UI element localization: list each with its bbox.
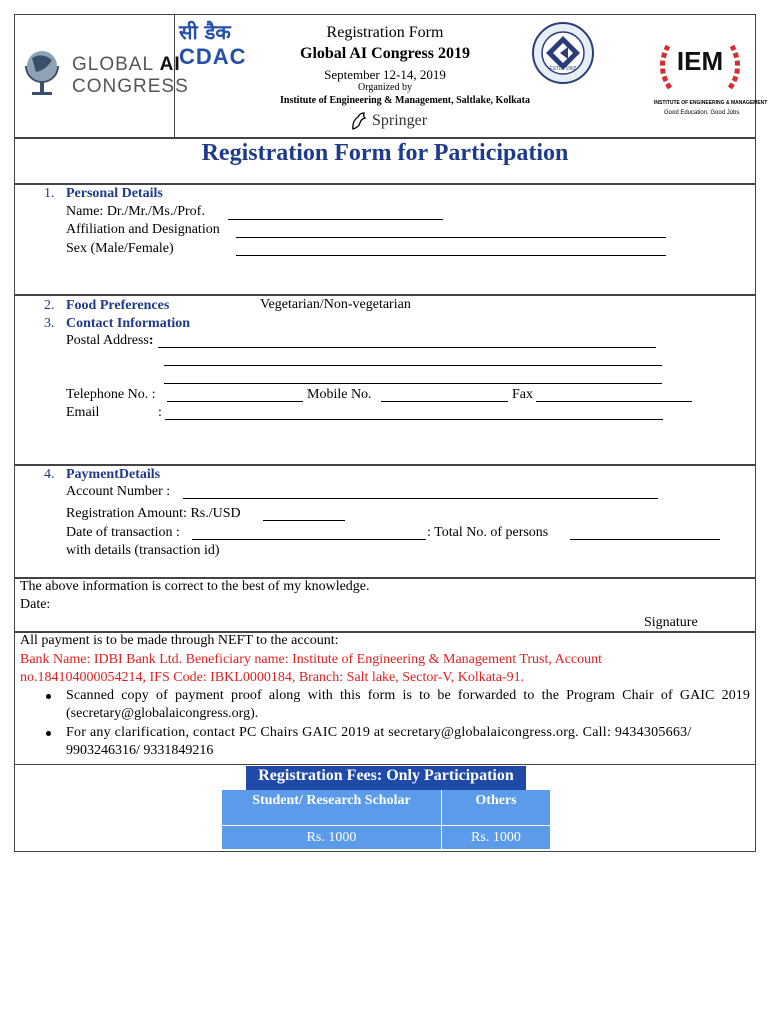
transaction-date-label: Date of transaction :	[66, 525, 180, 540]
bullet1-line1: Scanned copy of payment proof along with this form is to be forwarded to the Program Chair of GAIC 2019	[66, 688, 750, 703]
amount-label: Registration Amount: Rs./USD	[66, 506, 241, 521]
bullet2-line1: For any clarification, contact PC Chairs GAIC 2019 at secretary@globalaicongress.org. Call: 9434305663/	[66, 725, 692, 740]
transaction-details-label: with details (transaction id)	[66, 543, 220, 558]
telephone-label: Telephone No. :	[66, 387, 156, 402]
email-field[interactable]	[165, 419, 663, 420]
persons-label: : Total No. of persons	[427, 525, 549, 540]
iem-logo	[650, 38, 768, 124]
section3-heading: Contact Information	[66, 316, 191, 331]
postal-field-3[interactable]	[164, 383, 662, 384]
bullet-dot-2	[46, 731, 51, 736]
header-event: Global AI Congress 2019	[300, 45, 470, 62]
section3-number: 3.	[44, 316, 55, 331]
global-ai-congress-logo	[22, 42, 189, 106]
postal-label-text: Postal Address	[66, 333, 149, 348]
springer-text: Springer	[372, 112, 428, 129]
signature-label: Signature	[644, 615, 698, 630]
section4-heading: PaymentDetails	[66, 467, 161, 482]
section2-number: 2.	[44, 298, 55, 313]
bullet-dot-1	[46, 694, 51, 699]
fees-col-others: Others	[442, 790, 550, 825]
bank-details-line2: no.184104000054214, IFS Code: IBKL0000184, Branch: Salt lake, Sector-V, Kolkata-91.	[20, 670, 525, 685]
payment-intro: All payment is to be made through NEFT to the account:	[20, 633, 339, 648]
section2-heading: Food Preferences	[66, 298, 170, 313]
iem-subtagline: Good Education. Good Jobs	[664, 110, 740, 116]
fax-field[interactable]	[536, 401, 692, 402]
account-label: Account Number :	[66, 484, 171, 499]
section1-heading: Personal Details	[66, 186, 163, 201]
name-label: Name: Dr./Mr./Ms./Prof.	[66, 204, 205, 219]
logo-congress-text: CONGRESS	[72, 76, 189, 97]
postal-field-2[interactable]	[164, 365, 662, 366]
postal-label	[66, 333, 154, 349]
csi-seal-icon	[530, 20, 596, 86]
amount-field[interactable]	[263, 520, 345, 521]
bullet1-line2: (secretary@globalaicongress.org).	[66, 706, 259, 721]
telephone-field[interactable]	[167, 401, 303, 402]
header-organized-by: Organized by	[358, 82, 412, 93]
csi-year-text: ESTD. 1965	[549, 66, 577, 72]
iem-tagline: INSTITUTE OF ENGINEERING & MANAGEMENT	[654, 100, 768, 106]
fax-label: Fax	[512, 387, 533, 402]
postal-colon: :	[148, 333, 154, 348]
header-title: Registration Form	[326, 24, 444, 41]
name-field[interactable]	[228, 219, 443, 220]
cdac-logo	[177, 18, 247, 74]
fees-col-student: Student/ Research Scholar	[222, 790, 442, 825]
logo-global-text: GLOBAL	[72, 54, 154, 75]
account-field[interactable]	[183, 498, 658, 499]
header-organizer: Institute of Engineering & Management, Saltlake, Kolkata	[280, 95, 530, 106]
sex-label: Sex (Male/Female)	[66, 241, 174, 256]
section1-number: 1.	[44, 186, 55, 201]
fees-table	[222, 764, 550, 849]
iem-text: IEM	[676, 46, 724, 76]
springer-logo	[350, 111, 440, 133]
bank-details-line1: Bank Name: IDBI Bank Ltd. Beneficiary name: Institute of Engineering & Management Trust, Account	[20, 652, 603, 667]
persons-field[interactable]	[570, 539, 720, 540]
sex-field[interactable]	[236, 255, 666, 256]
affiliation-label: Affiliation and Designation	[66, 222, 220, 237]
form-title: Registration Form for Participation	[201, 140, 569, 166]
header-dates: September 12-14, 2019	[324, 67, 446, 82]
section4-number: 4.	[44, 467, 55, 482]
cdac-hindi-text: सी डैक	[179, 20, 231, 44]
fees-table-title: Registration Fees: Only Participation	[258, 767, 514, 784]
csi-logo	[530, 20, 596, 86]
mobile-field[interactable]	[381, 401, 508, 402]
transaction-date-field[interactable]	[192, 539, 426, 540]
postal-field-1[interactable]	[158, 347, 656, 348]
email-colon: :	[158, 405, 162, 420]
fees-val-others: Rs. 1000	[442, 825, 550, 849]
logo-ai-text: AI	[159, 54, 181, 75]
globe-icon	[22, 42, 62, 102]
mobile-label: Mobile No.	[307, 387, 372, 402]
declaration-text: The above information is correct to the best of my knowledge.	[20, 579, 370, 594]
cdac-latin-text: CDAC	[179, 44, 247, 69]
food-options[interactable]: Vegetarian/Non-vegetarian	[260, 297, 411, 312]
fees-val-student: Rs. 1000	[222, 825, 442, 849]
affiliation-field[interactable]	[236, 237, 666, 238]
email-label: Email	[66, 405, 100, 420]
springer-horse-icon	[350, 111, 368, 131]
bullet2-line2: 9903246316/ 9331849216	[66, 743, 214, 758]
declaration-date-label: Date:	[20, 597, 51, 612]
